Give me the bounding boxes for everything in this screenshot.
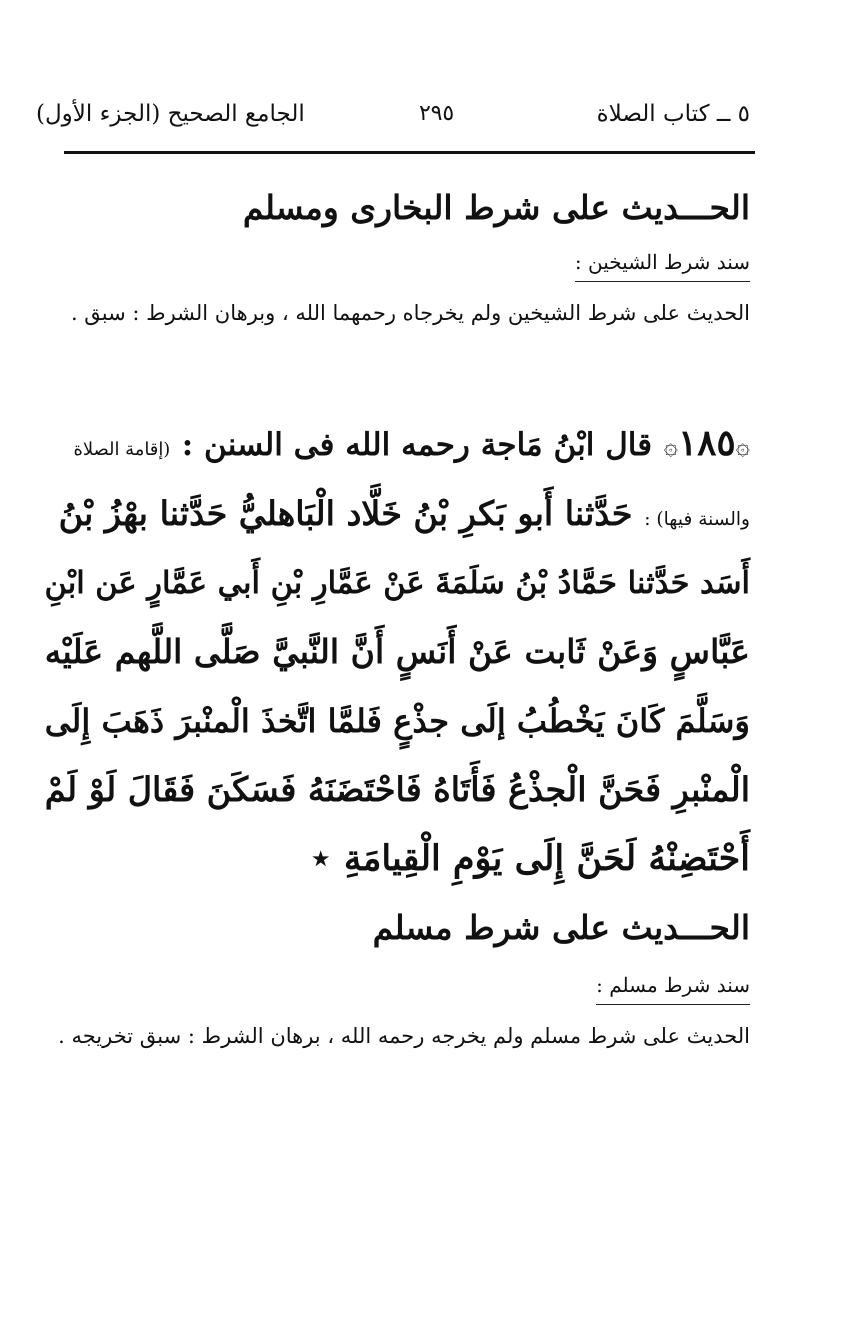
- section-heading-bukhari-muslim: الحـــديث على شرط البخارى ومسلم: [242, 188, 750, 227]
- hadith-line-7: أَحْتَضِنْهُ لَحَنَّ إِلَى يَوْمِ الْقِيامَةِ ⋆: [309, 838, 750, 879]
- hadith-line-2: [59, 485, 750, 549]
- source-reference-end: والسنة فيها) :: [644, 509, 750, 530]
- hadith-line-6: الْمنْبرِ فَحَنَّ الْجذْعُ فَأَتَاهُ فَاحْتَضَنَهُ فَسَكَنَ فَقَالَ لَوْ لَمْ: [44, 770, 750, 809]
- hadith-line-1: [73, 414, 750, 479]
- header-rule: [64, 151, 755, 154]
- running-header-book-title: الجامع الصحيح (الجزء الأول): [36, 101, 305, 127]
- running-header-chapter: ٥ ــ كتاب الصلاة: [596, 101, 750, 127]
- chain-condition-subheading: سند شرط الشيخين :: [575, 247, 750, 282]
- ornament-close-icon: ۞: [663, 431, 678, 460]
- hadith-number: ١٨٥: [677, 422, 736, 464]
- section-heading-muslim: الحـــديث على شرط مسلم: [372, 908, 750, 947]
- hadith-chain-start: حَدَّثنا أَبو بَكرِ بْنُ خَلَّاد الْبَاهليُّ حَدَّثنا بهْزُ بْنُ: [58, 494, 633, 533]
- muslim-condition-note: الحديث على شرط مسلم ولم يخرجه رحمه الله ، برهان الشرط : سبق تخريجه .: [58, 1024, 750, 1048]
- page-number: ٢٩٥: [418, 101, 455, 126]
- hadith-line-5: وَسَلَّمَ كَانَ يَخْطُبُ إلَى جذْعٍ فَلمَّا اتَّخذَ الْمنْبرَ ذَهَبَ إِلَى: [44, 702, 750, 740]
- muslim-condition-subheading: سند شرط مسلم :: [596, 970, 750, 1005]
- ornament-open-icon: ۞: [735, 431, 750, 460]
- hadith-intro: قال ابْنُ مَاجة رحمه الله فى السنن :: [181, 427, 653, 463]
- source-reference-start: (إقامة الصلاة: [73, 439, 171, 460]
- hadith-line-4: عَبَّاسٍ وَعَنْ ثَابت عَنْ أَنَسٍ أَنَّ النَّبيَّ صَلَّى اللَّهم عَلَيْه: [44, 632, 750, 671]
- condition-note: الحديث على شرط الشيخين ولم يخرجاه رحمهما الله ، وبرهان الشرط : سبق .: [70, 301, 750, 325]
- hadith-line-3: أَسَد حَدَّثنا حَمَّادُ بْنُ سَلَمَةَ عَنْ عَمَّارِ بْنِ أَبي عَمَّارٍ عَن ابْنِ: [44, 565, 750, 601]
